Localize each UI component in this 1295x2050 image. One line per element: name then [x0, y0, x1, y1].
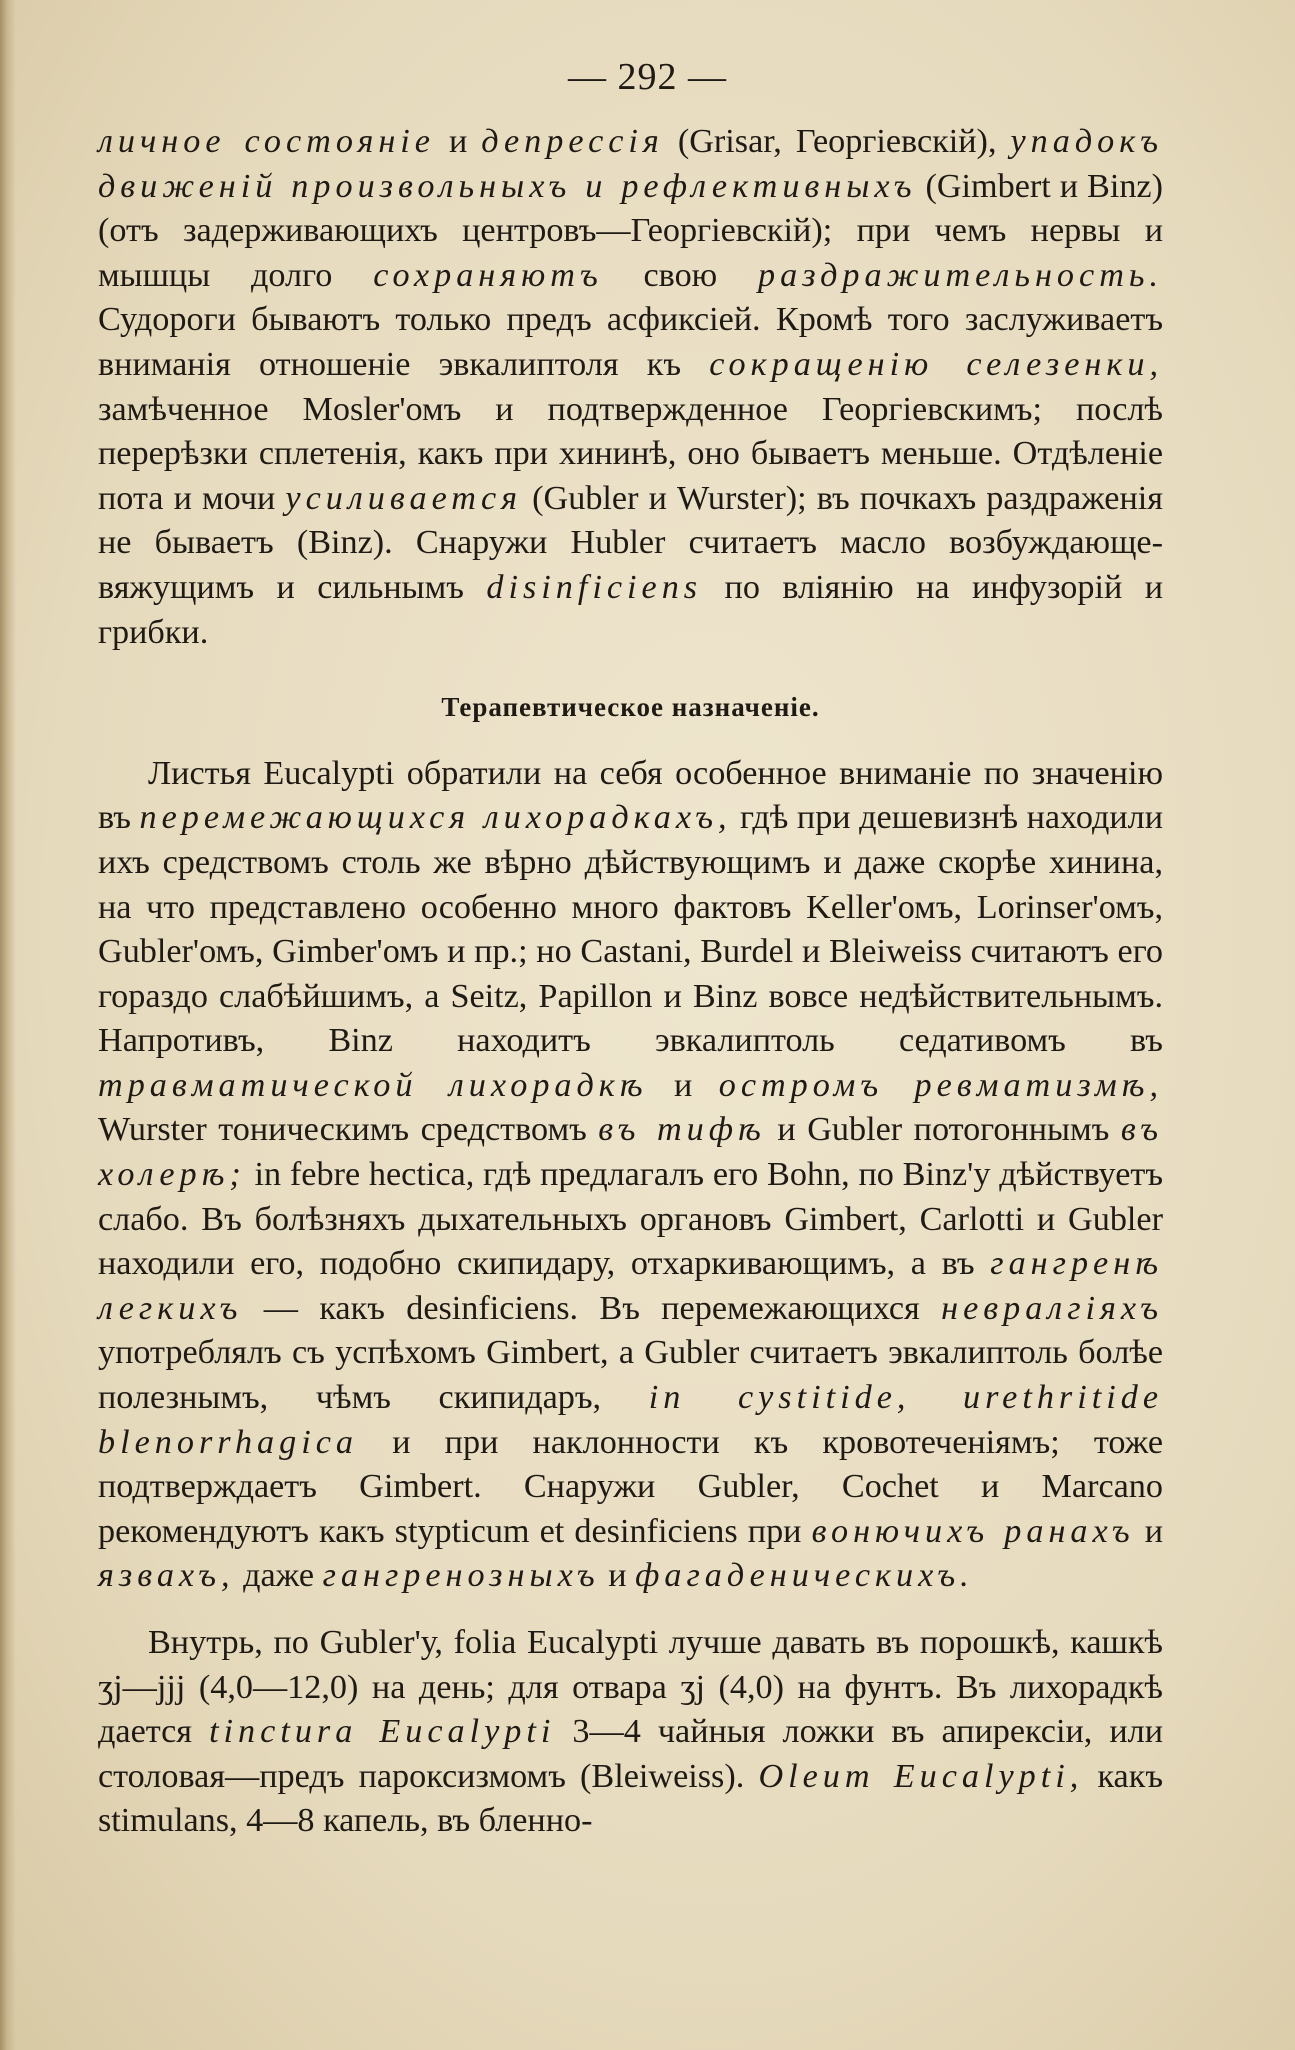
emphasis-run: сохраняютъ	[373, 256, 603, 294]
emphasis-run: раздражительность.	[758, 256, 1163, 294]
text-run: — какъ desinficiens. Въ перемежающихся	[242, 1289, 942, 1327]
text-run: 3—4 чайныя ложки въ апирексіи, или столовая—предъ пароксизмомъ (Bleiweiss).	[98, 1713, 1164, 1795]
emphasis-run: остромъ ревматизмѣ,	[718, 1066, 1163, 1104]
emphasis-run: фагаденическихъ.	[635, 1557, 974, 1595]
emphasis-run: disinficiens	[486, 568, 703, 606]
text-run: гдѣ при дешевизнѣ находили ихъ средствомъ столь же вѣрно дѣйствующимъ и даже скорѣе хинина, на что представлено особенно много фактовъ Keller'омъ, Lorinser'омъ, Gubler'омъ, Gimber'омъ и пр.; но Castani, Burdel и Bleiweiss считаютъ его гораздо слабѣйшимъ, а Seitz, Papillon и Binz вовсе недѣйствительнымъ. Напротивъ, Binz находитъ эвкалиптоль седативомъ въ	[98, 799, 1163, 1060]
text-run: и	[599, 1557, 636, 1595]
text-run: и при наклонности къ кровотеченіямъ; тоже подтверждаетъ Gimbert. Снаружи Gubler, Cochet и Marcano рекомендуютъ какъ stypticum et desinficiens при	[98, 1423, 1163, 1550]
text-run: и	[434, 123, 482, 160]
text-run: и	[647, 1066, 719, 1104]
text-run: Внутрь, по Gubler'у, folia Eucalypti лучше давать въ порошкѣ, кашкѣ ʒj—jjj (4,0—12,0) на день; для отвара ʒj (4,0) на фунтъ. Въ лихорадкѣ дается	[98, 1624, 1163, 1751]
text-run: даже	[234, 1557, 323, 1595]
emphasis-run: невралгіяхъ	[941, 1289, 1163, 1327]
text-run: по вліянію на инфузорій и грибки.	[98, 568, 1163, 651]
emphasis-run: усиливается	[285, 479, 523, 517]
emphasis-run: гангренозныхъ	[322, 1557, 600, 1595]
emphasis-run: депрессія	[481, 123, 664, 160]
emphasis-run: вонючихъ ранахъ	[811, 1512, 1135, 1550]
text-run: свою	[602, 256, 759, 294]
text-run: in febre hectica, гдѣ предлагалъ его Bohn, по Binz'у дѣйствуетъ слабо. Въ болѣзняхъ дыхательныхъ органовъ Gimbert, Carlotti и Gubler находили его, подобно скипидару, отхаркивающимъ, а въ	[98, 1156, 1163, 1283]
text-run: и Gubler потогоннымъ	[765, 1111, 1121, 1149]
text-run: употреблялъ съ успѣхомъ Gimbert, а Gubler считаетъ эвкалиптоль болѣе полезнымъ, чѣмъ скипидаръ,	[98, 1334, 1163, 1417]
paragraph-3	[98, 1621, 1163, 1844]
emphasis-run: упадокъ движеній произвольныхъ и рефлективныхъ	[98, 123, 1163, 205]
text-run: замѣченное Mosler'омъ и подтвержденное Георгіевскимъ; послѣ перерѣзки сплетенія, какъ при хининѣ, оно бываетъ меньше. Отдѣленіе пота и мочи	[98, 390, 1163, 517]
emphasis-run: in cystitide, urethritide blenorrhagica	[98, 1379, 1163, 1461]
text-run: Wurster тоническимъ средствомъ	[98, 1111, 599, 1149]
emphasis-run: травматической лихорадкѣ	[98, 1066, 648, 1104]
section-heading: Терапевтическое назначеніе.	[441, 692, 820, 723]
paragraph-1	[98, 120, 1163, 655]
text-run: какъ stimulans, 4—8 капель, въ бленно-	[98, 1757, 1164, 1840]
text-block	[98, 120, 1163, 1844]
emphasis-run: Oleum Eucalypti,	[758, 1757, 1084, 1795]
emphasis-run: язвахъ,	[98, 1557, 235, 1595]
paragraph-2	[98, 752, 1163, 1599]
emphasis-run: въ тифѣ	[598, 1111, 766, 1149]
text-run: и	[1134, 1512, 1163, 1550]
page-number: — 292 —	[568, 56, 727, 98]
binding-shadow	[0, 0, 16, 2050]
text-run: (Gimbert и Binz) (отъ задерживающихъ центровъ—Георгіевскій); при чемъ нервы и мышцы долго	[98, 167, 1163, 294]
text-run: Судороги бываютъ только предъ асфиксіей. Кромѣ того заслуживаетъ вниманія отношеніе эвкалиптоля къ	[98, 301, 1163, 383]
paragraph-gap	[98, 1599, 1163, 1621]
emphasis-run: гангренѣ легкихъ	[98, 1245, 1163, 1327]
emphasis-run: личное состояніе	[98, 123, 435, 160]
text-run: (Grisar, Георгіевскій),	[663, 123, 1011, 160]
emphasis-run: въ холерѣ;	[98, 1111, 1163, 1194]
emphasis-run: сокращенію селезенки,	[709, 345, 1163, 383]
emphasis-run: tinctura Eucalypti	[209, 1713, 556, 1751]
text-run: Листья Eucalypti обратили на себя особенное вниманіе по значенію въ	[98, 754, 1163, 837]
emphasis-run: перемежающихся лихорадкахъ,	[139, 799, 732, 837]
text-run: (Gubler и Wurster); въ почкахъ раздраженія не бываетъ (Binz). Снаружи Hubler считаетъ масло возбуждающе-вяжущимъ и сильнымъ	[98, 479, 1163, 606]
